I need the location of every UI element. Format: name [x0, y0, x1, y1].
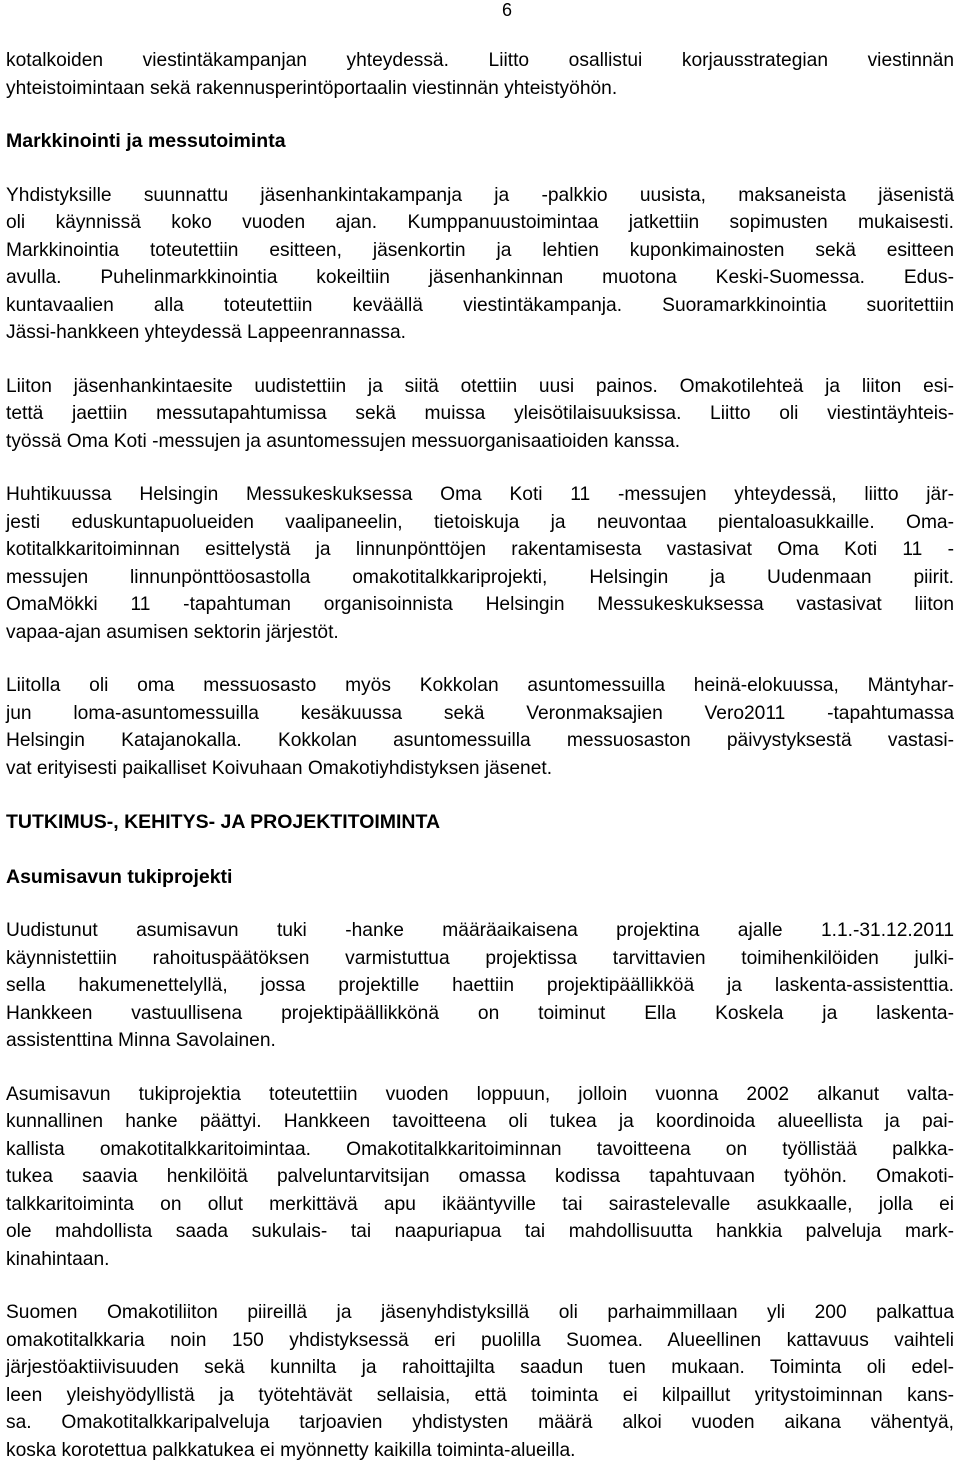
text-line: kinahintaan.	[6, 1248, 110, 1270]
text-line: Markkinointia toteutettiin esitteen, jäsenkortin ja lehtien kuponkimainosten sekä esitteen	[6, 239, 954, 261]
paragraph-fair-april	[6, 481, 954, 646]
text-line: vat erityisesti paikalliset Koivuhaan Omakotiyhdistyksen jäsenet.	[6, 757, 553, 779]
text-line: yhteistoimintaan sekä rakennusperintöportaalin viestinnän yhteistyöhön.	[6, 77, 618, 99]
text-line: OmaMökki 11 -tapahtuman organisoinnista Helsingin Messukeskuksessa vastasivat liiton	[6, 594, 954, 615]
section-heading-marketing: Markkinointi ja messutoiminta	[6, 130, 286, 152]
text-line: Helsingin Katajanokalla. Kokkolan asuntomessuilla messuosaston päivystyksestä vastasi-	[6, 730, 954, 751]
paragraph-membership-campaign	[6, 182, 954, 347]
text-line: Liitolla oli oma messuosasto myös Kokkolan asuntomessuilla heinä-elokuussa, Mäntyhar-	[6, 675, 954, 696]
text-line: sa. Omakotitalkkaripalveluja tarjoavien yhdistysten määrä alkoi vuoden aikana vähentyä,	[6, 1412, 954, 1433]
text-line: kotalkoiden viestintäkampanjan yhteydessä. Liitto osallistui korjausstrategian viestinnän	[6, 50, 954, 71]
text-line: järjestöaktiivisuuden sekä kunnilta ja rahoittajilta saadun tuen mukaan. Toiminta oli edel-	[6, 1357, 954, 1378]
text-line: oli käynnissä koko vuoden ajan. Kumppanuustoimintaa jatkettiin sopimusten mukaisesti.	[6, 212, 954, 233]
text-line: Hankkeen vastuullisena projektipäällikkönä on toiminut Ella Koskela ja laskenta-	[6, 1002, 954, 1024]
text-line: omakotitalkkaria noin 150 yhdistyksessä eri puolilla Suomea. Alueellinen kattavuus vaihteli	[6, 1329, 954, 1351]
text-line: sella hakumenettelyllä, jossa projektille haettiin projektipäällikköä ja laskenta-assistenttia.	[6, 975, 954, 996]
text-line: avulla. Puhelinmarkkinointia kokeiltiin jäsenhankinnan muotona Keski-Suomessa. Edus-	[6, 267, 954, 288]
text-line: Huhtikuussa Helsingin Messukeskuksessa Oma Koti 11 -messujen yhteydessä, liitto jär-	[6, 484, 954, 505]
text-line: kotitalkkaritoiminnan esittelystä ja linnunpönttöjen rakentamisesta vastasivat Oma Koti 11 -	[6, 539, 954, 560]
paragraph-fair-stands	[6, 672, 954, 782]
page-content	[6, 47, 954, 1464]
text-line: assistenttina Minna Savolainen.	[6, 1030, 276, 1051]
text-line: työssä Oma Koti -messujen ja asuntomessujen messuorganisaatioiden kanssa.	[6, 430, 681, 452]
text-line: Jässi-hankkeen yhteydessä Lappeenrannassa.	[6, 322, 407, 343]
text-line: jun loma-asuntomessuilla kesäkuussa sekä Veronmaksajien Vero2011 -tapahtumassa	[6, 702, 954, 724]
text-line: Uudistunut asumisavun tuki -hanke määräaikaisena projektina ajalle 1.1.-31.12.2011	[6, 920, 954, 941]
text-line: tukea saavia henkilöitä palveluntarvitsijan omassa kodissa tapahtuvaan työhön. Omakoti-	[6, 1166, 954, 1187]
text-line: kunnallinen hanke päättyi. Hankkeen tavoitteena oli tukea ja koordinoida alueellista ja pai-	[6, 1111, 954, 1132]
paragraph-project-goals	[6, 1081, 954, 1274]
text-line: kallista omakotitalkkaritoimintaa. Omakotitalkkaritoiminnan tavoitteena on työllistää palkka-	[6, 1138, 954, 1160]
text-line: leen yleishyödyllistä ja työtehtävät sellaisia, että toiminta ei kilpaillut yritystoiminnan kans-	[6, 1384, 954, 1406]
text-line: talkkaritoiminta on ollut merkittävä apu ikääntyville tai sairastelevalle asukkaalle, jolla ei	[6, 1193, 954, 1215]
text-line: tettä jaettiin messutapahtumissa sekä muissa yleisötilaisuuksissa. Liitto oli viestintäyhteis-	[6, 403, 954, 424]
text-line: Suomen Omakotiliiton piireillä ja jäsenyhdistyksillä oli parhaimmillaan yli 200 palkattua	[6, 1302, 954, 1323]
page-number: 6	[502, 0, 513, 20]
text-line: messujen linnunpönttöosastolla omakotitalkkariprojekti, Helsingin ja Uudenmaan piirit.	[6, 566, 954, 588]
text-line: jesti eduskuntapuolueiden vaalipaneelin, tietoiskuja ja neuvontaa pientaloasukkaille. Oma-	[6, 511, 954, 533]
paragraph-caretakers	[6, 1299, 954, 1464]
paragraph-project-start	[6, 917, 954, 1055]
text-line: Yhdistyksille suunnattu jäsenhankintakampanja ja -palkkio uusista, maksaneista jäsenistä	[6, 184, 954, 206]
text-line: käynnistettiin rahoituspäätöksen varmistuttua projektissa tarvittavien toimihenkilöiden julki-	[6, 947, 954, 969]
paragraph-brochure	[6, 373, 954, 456]
text-line: Asumisavun tukiprojektia toteutettiin vuoden loppuun, jolloin vuonna 2002 alkanut valta-	[6, 1083, 954, 1105]
text-line: koska korotettua palkkatukea ei myönnetty kaikilla toiminta-alueilla.	[6, 1439, 576, 1461]
text-line: Liiton jäsenhankintaesite uudistettiin ja siitä otettiin uusi painos. Omakotilehteä ja liiton esi-	[6, 375, 954, 397]
text-line: ole mahdollista saada sukulais- tai naapuriapua tai mahdollisuutta hankkia palveluja mark-	[6, 1221, 954, 1242]
subsection-heading-housing-aid: Asumisavun tukiprojekti	[6, 865, 233, 888]
paragraph-intro	[6, 47, 954, 102]
text-line: vapaa-ajan asumisen sektorin järjestöt.	[6, 621, 339, 643]
section-heading-research: TUTKIMUS-, KEHITYS- JA PROJEKTITOIMINTA	[6, 811, 441, 833]
text-line: kuntavaalien alla toteutettiin keväällä viestintäkampanja. Suoramarkkinointia suoritettiin	[6, 294, 954, 316]
